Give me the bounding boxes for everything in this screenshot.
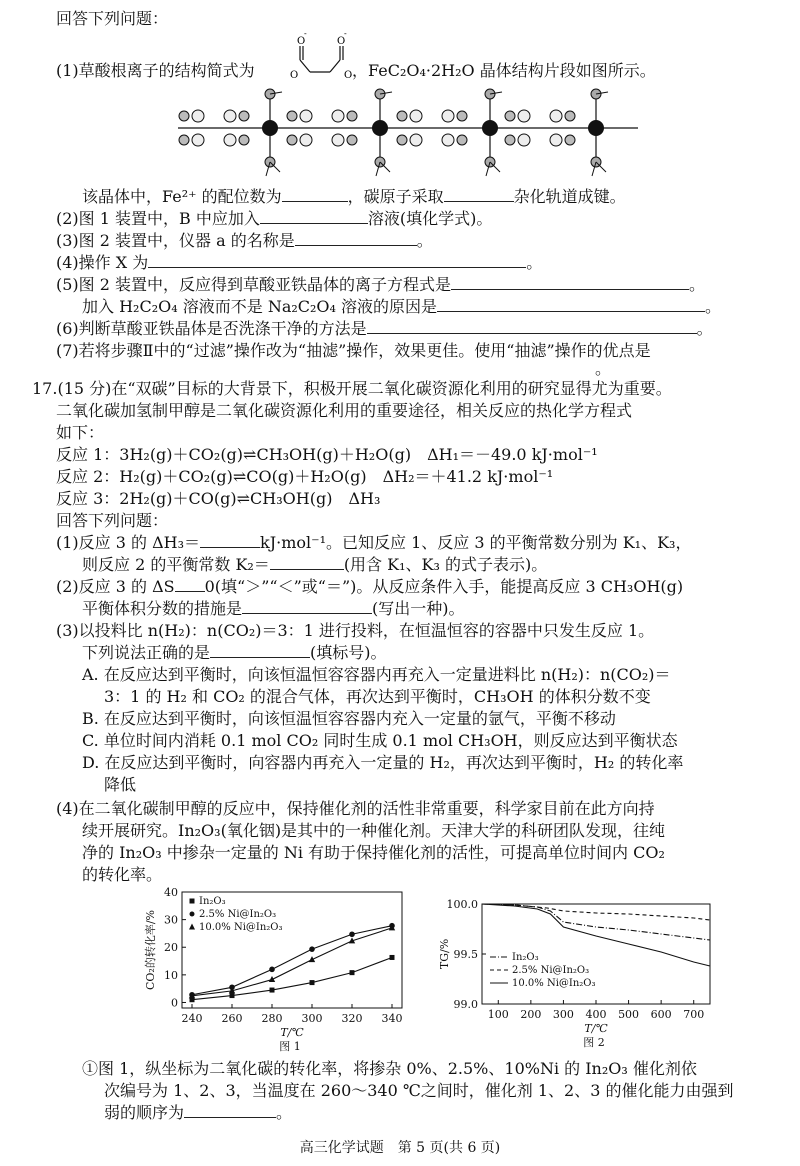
reaction-3: 反应 3：2H₂(g)＋CO(g)⇌CH₃OH(g) ΔH₃ <box>56 489 381 508</box>
legend-label: 2.5% Ni@In₂O₃ <box>512 965 590 976</box>
carbon-atom <box>224 134 236 146</box>
oxygen-atom <box>179 135 189 145</box>
q17-s4-line2: 续开展研究。In₂O₃(氧化铟)是其中的一种催化剂。天津大学的科研团队发现，往纯 <box>82 821 666 840</box>
y-tick-label: 10 <box>164 968 178 982</box>
oxygen-atom <box>397 111 407 121</box>
legend-label: 2.5% Ni@In₂O₃ <box>199 909 277 920</box>
charge-right: - <box>344 29 347 38</box>
q17-line2: 二氧化碳加氢制甲醇是二氧化碳资源化利用的重要途径，相关反应的热化学方程式 <box>56 401 633 420</box>
chart-caption: 图 2 <box>583 1036 605 1049</box>
q3-line: (3)图 2 装置中，仪器 a 的名称是 。 <box>56 231 433 250</box>
fe-atom <box>262 120 278 136</box>
q6-line: (6)判断草酸亚铁晶体是否洗涤干净的方法是 。 <box>56 319 713 338</box>
option-d-line2: 降低 <box>104 775 137 794</box>
oxygen-atom <box>565 111 575 121</box>
x-axis-label: T/℃ <box>280 1026 304 1039</box>
data-point <box>269 967 275 973</box>
y-tick-label: 40 <box>164 886 178 899</box>
svg-text:O: O <box>344 70 353 81</box>
q17-s4-line3: 净的 In₂O₃ 中掺杂一定量的 Ni 有助于保持催化剂的活性，可提高单位时间内 CO₂ <box>82 843 665 862</box>
data-point <box>230 993 235 998</box>
x-tick-label: 400 <box>585 1008 607 1021</box>
oxalate-structure <box>288 28 356 82</box>
fe-atom <box>482 120 498 136</box>
q17-line3: 如下： <box>56 423 105 442</box>
intro-line: 回答下列问题： <box>56 9 169 28</box>
x-tick-label: 320 <box>341 1012 363 1025</box>
y-axis-label: CO₂的转化率/% <box>144 909 157 991</box>
q17-c1-line2: 次编号为 1、2、3，当温度在 260～340 ℃之间时，催化剂 1、2、3 的催化能力由强到 <box>104 1081 734 1100</box>
carbon-atom <box>518 110 530 122</box>
oxygen-atom <box>347 135 357 145</box>
q17-c1-line3: 弱的顺序为 。 <box>104 1103 293 1122</box>
series-line <box>192 957 392 999</box>
q17-s4-line1: (4)在二氧化碳制甲醇的反应中，保持催化剂的活性非常重要，科学家目前在此方向持 <box>56 799 655 818</box>
reaction-1: 反应 1：3H₂(g)＋CO₂(g)⇌CH₃OH(g)＋H₂O(g) ΔH₁＝－49.0 kJ·mol⁻¹ <box>56 445 598 464</box>
carbon-atom <box>550 110 562 122</box>
legend-marker <box>189 924 195 930</box>
q1-suffix: ，FeC₂O₄·2H₂O 晶体结构片段如图所示。 <box>352 61 656 80</box>
oxygen-atom <box>565 135 575 145</box>
carbon-atom <box>410 134 422 146</box>
page-footer: 高三化学试题 第 5 页(共 6 页) <box>299 1140 501 1156</box>
legend-marker <box>190 912 195 917</box>
oxygen-atom <box>239 135 249 145</box>
x-tick-label: 100 <box>487 1008 509 1021</box>
reaction-2: 反应 2：H₂(g)＋CO₂(g)⇌CO(g)＋H₂O(g) ΔH₂＝＋41.2 kJ·mol⁻¹ <box>56 467 554 486</box>
series-line <box>192 926 392 995</box>
oxygen-atom <box>179 111 189 121</box>
q2-line: (2)图 1 装置中，B 中应加入 溶液(填化学式)。 <box>56 209 493 228</box>
option-d-line1: D. 在反应达到平衡时，向容器内再充入一定量的 H₂，再次达到平衡时，H₂ 的转化率 <box>82 753 684 772</box>
x-tick-label: 700 <box>683 1008 705 1021</box>
carbon-atom <box>192 134 204 146</box>
y-tick-label: 99.0 <box>453 998 478 1011</box>
q17-s3-line1: (3)以投料比 n(H₂)：n(CO₂)＝3：1 进行投料，在恒温恒容的容器中只发生反应 1。 <box>56 621 655 640</box>
y-tick-label: 30 <box>164 913 178 927</box>
data-point <box>390 955 395 960</box>
q17-c1-line1: ①图 1，纵坐标为二氧化碳的转化率，将掺杂 0%、2.5%、10%Ni 的 In₂O₃ 催化剂依 <box>82 1059 697 1078</box>
x-axis-label: T/℃ <box>584 1022 608 1035</box>
carbon-atom <box>300 110 312 122</box>
legend-label: In₂O₃ <box>199 896 226 907</box>
q17-s2-line1: (2)反应 3 的 ΔS 0(填“＞”“＜”或“＝”)。从反应条件入手，能提高反应 3 CH₃OH(g) <box>56 577 684 596</box>
oxygen-atom <box>457 135 467 145</box>
legend-label: 10.0% Ni@In₂O₃ <box>512 978 596 989</box>
legend-label: In₂O₃ <box>512 952 539 963</box>
legend-marker <box>190 899 195 904</box>
carbon-atom <box>332 110 344 122</box>
fe-atom <box>588 120 604 136</box>
q17-s1-line2: 则反应 2 的平衡常数 K₂＝ (用含 K₁、K₃ 的式子表示)。 <box>82 555 548 574</box>
carbon-atom <box>332 134 344 146</box>
q7-line: (7)若将步骤Ⅱ中的“过滤”操作改为“抽滤”操作，效果更佳。使用“抽滤”操作的优点是 <box>56 341 651 360</box>
svg-text:O: O <box>290 70 299 81</box>
option-a-line2: 3：1 的 H₂ 和 CO₂ 的混合气体，再次达到平衡时，CH₃OH 的体积分数不变 <box>104 687 651 706</box>
y-tick-label: 20 <box>164 941 178 955</box>
oxygen-atom <box>287 111 297 121</box>
x-tick-label: 200 <box>520 1008 542 1021</box>
option-a-line1: A. 在反应达到平衡时，向该恒温恒容容器内再充入一定量进料比 n(H₂)：n(CO₂)＝ <box>82 665 671 684</box>
fe-atom <box>372 120 388 136</box>
option-c: C. 单位时间内消耗 0.1 mol CO₂ 同时生成 0.1 mol CH₃OH，则反应达到平衡状态 <box>82 731 678 750</box>
carbon-atom <box>442 134 454 146</box>
charge-left: - <box>304 29 307 38</box>
carbon-atom <box>410 110 422 122</box>
carbon-atom <box>300 134 312 146</box>
svg-text:O: O <box>337 36 346 47</box>
svg-text:O: O <box>297 36 306 47</box>
y-tick-label: 0 <box>171 996 178 1010</box>
q17-s4-line4: 的转化率。 <box>82 865 163 884</box>
q17-s1-line1: (1)反应 3 的 ΔH₃＝ kJ·mol⁻¹。已知反应 1、反应 3 的平衡常数分别为 K₁、K₃， <box>56 533 692 552</box>
carbon-atom <box>442 110 454 122</box>
legend-label: 10.0% Ni@In₂O₃ <box>199 922 283 933</box>
y-tick-label: 99.5 <box>453 948 478 961</box>
oxygen-atom <box>397 135 407 145</box>
data-point <box>309 946 315 952</box>
data-point <box>349 931 355 937</box>
oxygen-atom <box>287 135 297 145</box>
q7-end: 。 <box>595 359 612 378</box>
oxygen-atom <box>505 135 515 145</box>
y-tick-label: 100.0 <box>446 898 478 911</box>
q1-line2: 该晶体中，Fe²⁺ 的配位数为 ，碳原子采取 杂化轨道成键。 <box>82 187 626 206</box>
x-tick-label: 600 <box>650 1008 672 1021</box>
q17-s2-line2: 平衡体积分数的措施是 (写出一种)。 <box>82 599 465 618</box>
y-axis-label: TG/% <box>438 938 451 970</box>
data-point <box>350 970 355 975</box>
x-tick-label: 300 <box>552 1008 574 1021</box>
q5-line1: (5)图 2 装置中，反应得到草酸亚铁晶体的离子方程式是 。 <box>56 275 706 294</box>
carbon-atom <box>192 110 204 122</box>
data-point <box>270 988 275 993</box>
carbon-atom <box>224 110 236 122</box>
series-line <box>192 928 392 996</box>
chart-caption: 图 1 <box>279 1040 301 1053</box>
data-point <box>310 980 315 985</box>
x-tick-label: 340 <box>381 1012 403 1025</box>
carbon-atom <box>518 134 530 146</box>
x-tick-label: 280 <box>261 1012 283 1025</box>
x-tick-label: 500 <box>618 1008 640 1021</box>
chart-fig1 <box>140 886 420 1056</box>
oxygen-atom <box>239 111 249 121</box>
q1-prefix: (1)草酸根离子的结构简式为 <box>56 61 255 80</box>
x-tick-label: 300 <box>301 1012 323 1025</box>
chart-fig2 <box>430 892 720 1052</box>
x-tick-label: 260 <box>221 1012 243 1025</box>
oxygen-atom <box>347 111 357 121</box>
q17-ask: 回答下列问题： <box>56 511 169 530</box>
carbon-atom <box>550 134 562 146</box>
q4-line: (4)操作 X 为 。 <box>56 253 543 272</box>
option-b: B. 在反应达到平衡时，向该恒温恒容容器内充入一定量的氩气，平衡不移动 <box>82 709 616 728</box>
oxygen-atom <box>505 111 515 121</box>
crystal-structure-figure <box>178 88 638 180</box>
q5-line2: 加入 H₂C₂O₄ 溶液而不是 Na₂C₂O₄ 溶液的原因是 。 <box>82 297 722 316</box>
q17-s3-line2: 下列说法正确的是 (填标号)。 <box>82 643 387 662</box>
series-line <box>482 904 710 940</box>
oxygen-atom <box>457 111 467 121</box>
q17-head: 17.(15 分)在“双碳”目标的大背景下，积极开展二氧化碳资源化利用的研究显得尤为重要。 <box>32 379 672 398</box>
x-tick-label: 240 <box>181 1012 203 1025</box>
